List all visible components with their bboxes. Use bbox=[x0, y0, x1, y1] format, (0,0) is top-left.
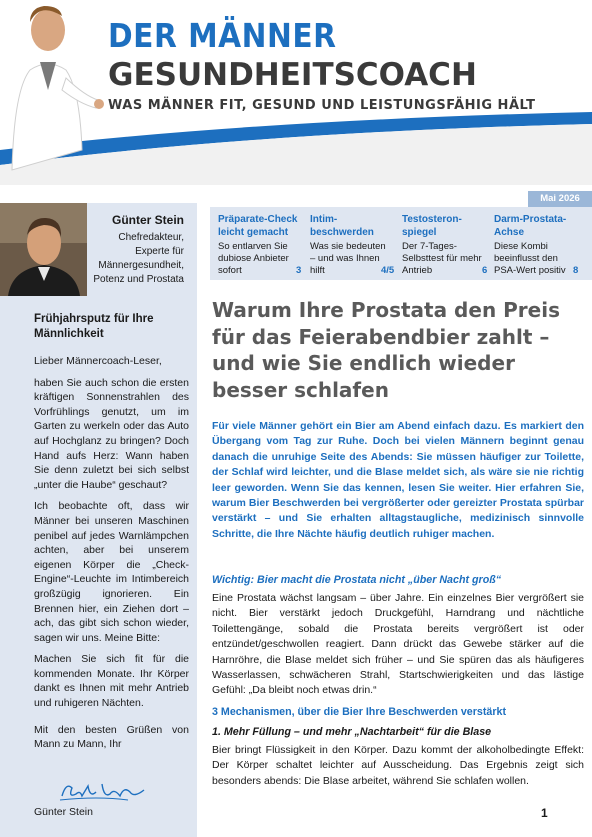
letter-closing: Mit den besten Grüßen von Mann zu Mann, Ihr bbox=[34, 723, 189, 751]
toc-item[interactable] bbox=[494, 213, 578, 277]
article-body-paragraph: Eine Prostata wächst langsam – über Jahre. Ein einzelnes Bier vergrößert sie nicht. Bier verstärkt jedoch Druckgefühl, Harndrang und nächtliche Toilettengänge, sobald die Prostata bereits vergrößert ist oder entzündet/geschwollen reagiert. Dann drückt das Gewebe stärker auf die Harnröhre, die Blase meldet sich früher – und Sie spüren das als häufigeres Wasserlassen, schwächeren Strahl, Startschwierigkeiten und das lästige Gefühl: „Da bleibt noch etwas drin.“ bbox=[212, 592, 584, 697]
author-role-line: Chefredakteur, bbox=[118, 232, 184, 243]
coach-illustration bbox=[0, 0, 110, 185]
article-section-heading: 3 Mechanismen, über die Bier Ihre Beschwerden verstärkt bbox=[212, 706, 507, 718]
toc-item-description: Der 7-Tages-Selbsttest für mehr Antrieb bbox=[402, 241, 482, 276]
table-of-contents bbox=[210, 207, 592, 280]
toc-item-title: Testosteron-spiegel bbox=[402, 214, 462, 238]
author-role-line: Männergesundheit, bbox=[98, 260, 184, 271]
author-info bbox=[92, 213, 184, 287]
masthead bbox=[0, 0, 592, 185]
signature-name: Günter Stein bbox=[34, 806, 93, 818]
toc-item[interactable] bbox=[310, 213, 390, 277]
article-body-paragraph: Bier bringt Flüssigkeit in den Körper. Dazu kommt der alkoholbedingte Effekt: Der Körper schaltet leichter auf Ausscheidung. Das Ergebnis zeigt sich besonders abends: Die Blase arbeitet, während Sie schlafen wollen. bbox=[212, 744, 584, 787]
masthead-title-top: DER MÄNNER bbox=[108, 16, 337, 55]
toc-page-number: 3 bbox=[296, 265, 302, 276]
author-photo bbox=[0, 203, 87, 296]
toc-item-title: Intim-beschwerden bbox=[310, 214, 374, 238]
author-name: Günter Stein bbox=[111, 213, 184, 227]
toc-page-number: 8 bbox=[573, 265, 579, 276]
toc-item-title: Darm-Prostata-Achse bbox=[494, 214, 567, 238]
letter-paragraph: Ich beobachte oft, dass wir Männer bei unseren Maschinen penibel auf jedes Warnlämpchen achten, aber bei unserem eigenen Körper die „Check-Engine“-Leuchte im Intimbereich großzügig ignorieren. Ein Brennen hier, ein Ziehen dort – ach, das gibt sich schon wieder, sagen wir uns. Meine Bitte: bbox=[34, 500, 189, 644]
author-role-line: Potenz und Prostata bbox=[93, 274, 184, 285]
letter-title: Frühjahrsputz für Ihre Männlichkeit bbox=[34, 313, 154, 340]
toc-page-number: 6 bbox=[482, 265, 488, 276]
toc-item-description: Diese Kombi beeinflusst den PSA-Wert positiv bbox=[494, 241, 566, 276]
editorial-letter bbox=[34, 312, 189, 759]
handwritten-signature bbox=[58, 778, 148, 804]
article-subheading: 1. Mehr Füllung – und mehr „Nachtarbeit“ für die Blase bbox=[212, 726, 492, 738]
article-lead: Für viele Männer gehört ein Bier am Abend einfach dazu. Es markiert den Übergang vom Tag zur Ruhe. Doch bei vielen Männern beginnt genau danach die unruhige Seite des Abends: Sie müssen häufiger zur Toilette, der Schlaf wird leichter, und die Blase meldet sich, als wäre sie nie richtig leer geworden. Wenn Sie das kennen, lesen Sie weiter. Hier erfahren Sie, warum Bier Beschwerden bei vergrößerter oder gereizter Prostata spürbar verstärkt – und Sie erhalten alltagstaugliche, medizinisch sinnvolle Schritte, die Ihre Nächte häufig deutlich ruhiger machen. bbox=[212, 420, 584, 540]
toc-page-number: 4/5 bbox=[381, 265, 395, 276]
masthead-tagline: WAS MÄNNER FIT, GESUND UND LEISTUNGSFÄHIG HÄLT bbox=[108, 98, 536, 113]
letter-paragraph: haben Sie auch schon die ersten kräftigen Sonnenstrahlen des Vorfrühlings genutzt, um im Garten zu werkeln oder das Auto auf Hochglanz zu bringen? Doch Hand aufs Herz: Wann haben Sie denn zuletzt bei sich selbst „unter die Haube“ geschaut? bbox=[34, 376, 189, 491]
author-role-line: Experte für bbox=[135, 246, 184, 257]
toc-item-description: Was sie bedeuten – und was Ihnen hilft bbox=[310, 241, 386, 276]
letter-paragraph: Lieber Männercoach-Leser, bbox=[34, 355, 162, 367]
issue-month-badge: Mai 2026 bbox=[528, 191, 592, 207]
article-subheading: Wichtig: Bier macht die Prostata nicht „über Nacht groß“ bbox=[212, 574, 502, 586]
page-number: 1 bbox=[541, 806, 548, 820]
letter-paragraph: Machen Sie sich fit für die kommenden Monate. Ihr Körper dankt es Ihnen mit mehr Antrieb und ruhigeren Nächten. bbox=[34, 653, 189, 710]
article-headline: Warum Ihre Prostata den Preis für das Feierabendbier zahlt – und wie Sie endlich wieder besser schlafen bbox=[212, 298, 560, 402]
toc-item-title: Präparate-Check leicht gemacht bbox=[218, 214, 298, 238]
masthead-title-bottom: GESUNDHEITSCOACH bbox=[108, 57, 477, 93]
toc-item[interactable] bbox=[402, 213, 482, 277]
toc-item-description: So entlarven Sie dubiose Anbieter sofort bbox=[218, 241, 289, 276]
